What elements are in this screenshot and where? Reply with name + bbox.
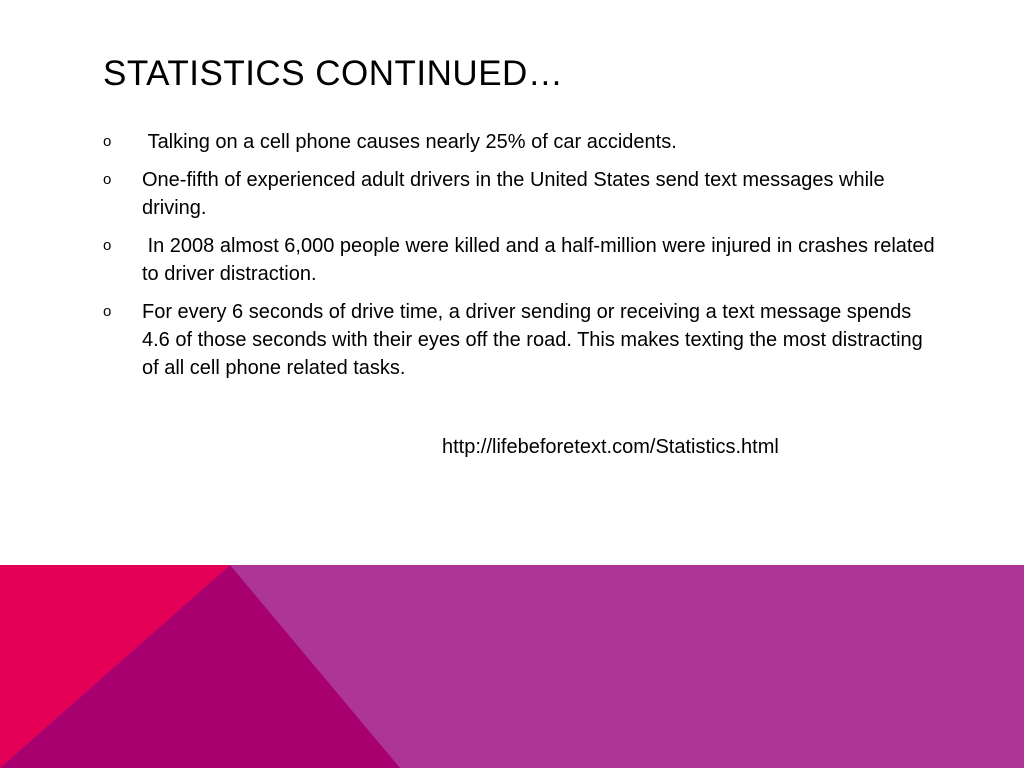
bullet-item bbox=[100, 298, 940, 382]
bullet-circle-icon: o bbox=[103, 237, 112, 254]
bullet-list bbox=[100, 128, 940, 392]
decorative-color-band bbox=[0, 565, 1024, 768]
bullet-item bbox=[100, 128, 940, 156]
source-link[interactable]: http://lifebeforetext.com/Statistics.html bbox=[442, 436, 779, 458]
bullet-text: For every 6 seconds of drive time, a driver sending or receiving a text message spends 4.6 of those seconds with their eyes off the road. This makes texting the most distracting of all cell phone related tasks. bbox=[142, 301, 929, 379]
bullet-item bbox=[100, 232, 940, 288]
bullet-text: Talking on a cell phone causes nearly 25% of car accidents. bbox=[142, 131, 677, 153]
bullet-circle-icon: o bbox=[103, 303, 112, 320]
bullet-text: One-fifth of experienced adult drivers in the United States send text messages while driving. bbox=[142, 169, 891, 219]
bullet-text: In 2008 almost 6,000 people were killed and a half-million were injured in crashes related to driver distraction. bbox=[142, 235, 941, 285]
bullet-item bbox=[100, 166, 940, 222]
bullet-circle-icon: o bbox=[103, 171, 112, 188]
slide-title: STATISTICS CONTINUED… bbox=[103, 54, 564, 93]
bullet-circle-icon: o bbox=[103, 133, 112, 150]
